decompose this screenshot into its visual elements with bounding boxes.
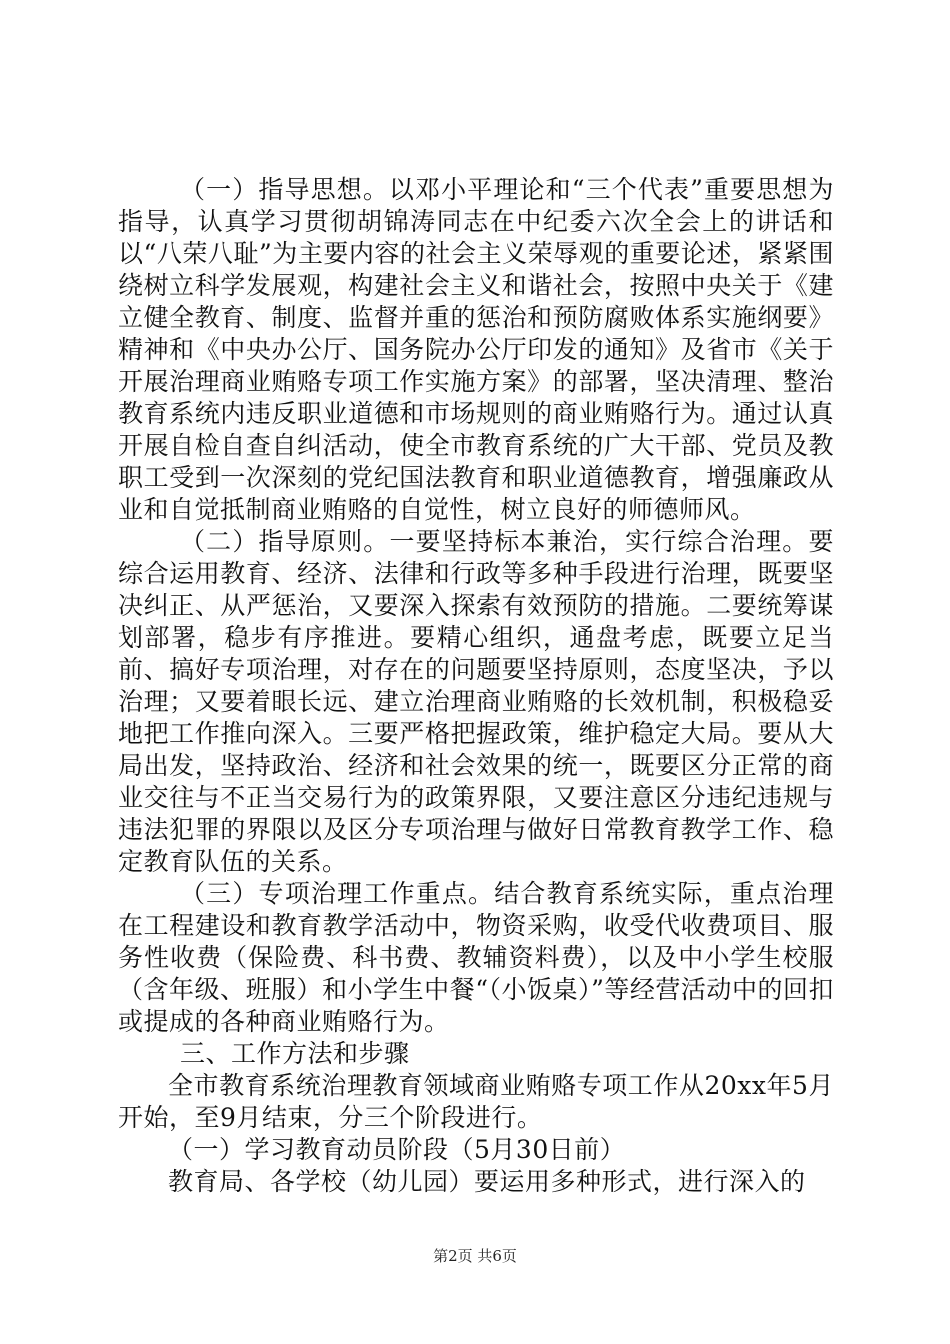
paragraph-key-areas: （三）专项治理工作重点。结合教育系统实际，重点治理在工程建设和教育教学活动中，物资采购，收受代收费项目、服务性收费（保险费、科书费、教辅资料费），以及中小学生校服（含年级、班服）和小学生中餐“（小饭桌）”等经营活动中的回扣或提成的各种商业贿赂行为。 xyxy=(118,879,834,1036)
paragraph-guiding-ideology: （一）指导思想。以邓小平理论和“三个代表”重要思想为指导，认真学习贯彻胡锦涛同志在中纪委六次全会上的讲话和以“八荣八耻”为主要内容的社会主义荣辱观的重要论述，紧紧围绕树立科学发展观，构建社会主义和谐社会，按照中央关于《建立健全教育、制度、监督并重的惩治和预防腐败体系实施纲要》精神和《中央办公厅、国务院办公厅印发的通知》及省市《关于开展治理商业贿赂专项工作实施方案》的部署，坚决清理、整治教育系统内违反职业道德和市场规则的商业贿赂行为。通过认真开展自检自查自纠活动，使全市教育系统的广大干部、党员及教职工受到一次深刻的党纪国法教育和职业道德教育，增强廉政从业和自觉抵制商业贿赂的自觉性，树立良好的师德师风。 xyxy=(118,175,834,524)
subheading-stage-one: （一）学习教育动员阶段（5月30日前） xyxy=(168,1135,626,1164)
paragraph-stage-one-start: 教育局、各学校（幼儿园）要运用多种形式，进行深入的 xyxy=(168,1167,806,1196)
paragraph-guiding-principles: （二）指导原则。一要坚持标本兼治，实行综合治理。要综合运用教育、经济、法律和行政等多种手段进行治理，既要坚决纠正、从严惩治，又要深入探索有效预防的措施。二要统筹谋划部署，稳步有序推进。要精心组织，通盘考虑，既要立足当前、搞好专项治理，对存在的问题要坚持原则，态度坚决，予以治理；又要着眼长远、建立治理商业贿赂的长效机制，积极稳妥地把工作推向深入。三要严格把握政策，维护稳定大局。要从大局出发，坚持政治、经济和社会效果的统一，既要区分正常的商业交往与不正当交易行为的政策界限，又要注意区分违纪违规与违法犯罪的界限以及区分专项治理与做好日常教育教学工作、稳定教育队伍的关系。 xyxy=(118,527,834,876)
page-number-footer: 第2页 共6页 xyxy=(433,1247,517,1265)
document-body xyxy=(118,174,834,1198)
paragraph-schedule: 全市教育系统治理教育领域商业贿赂专项工作从20xx年5月开始，至9月结束，分三个阶段进行。 xyxy=(118,1071,834,1132)
section-heading-methods-steps: 三、工作方法和步骤 xyxy=(180,1039,410,1068)
